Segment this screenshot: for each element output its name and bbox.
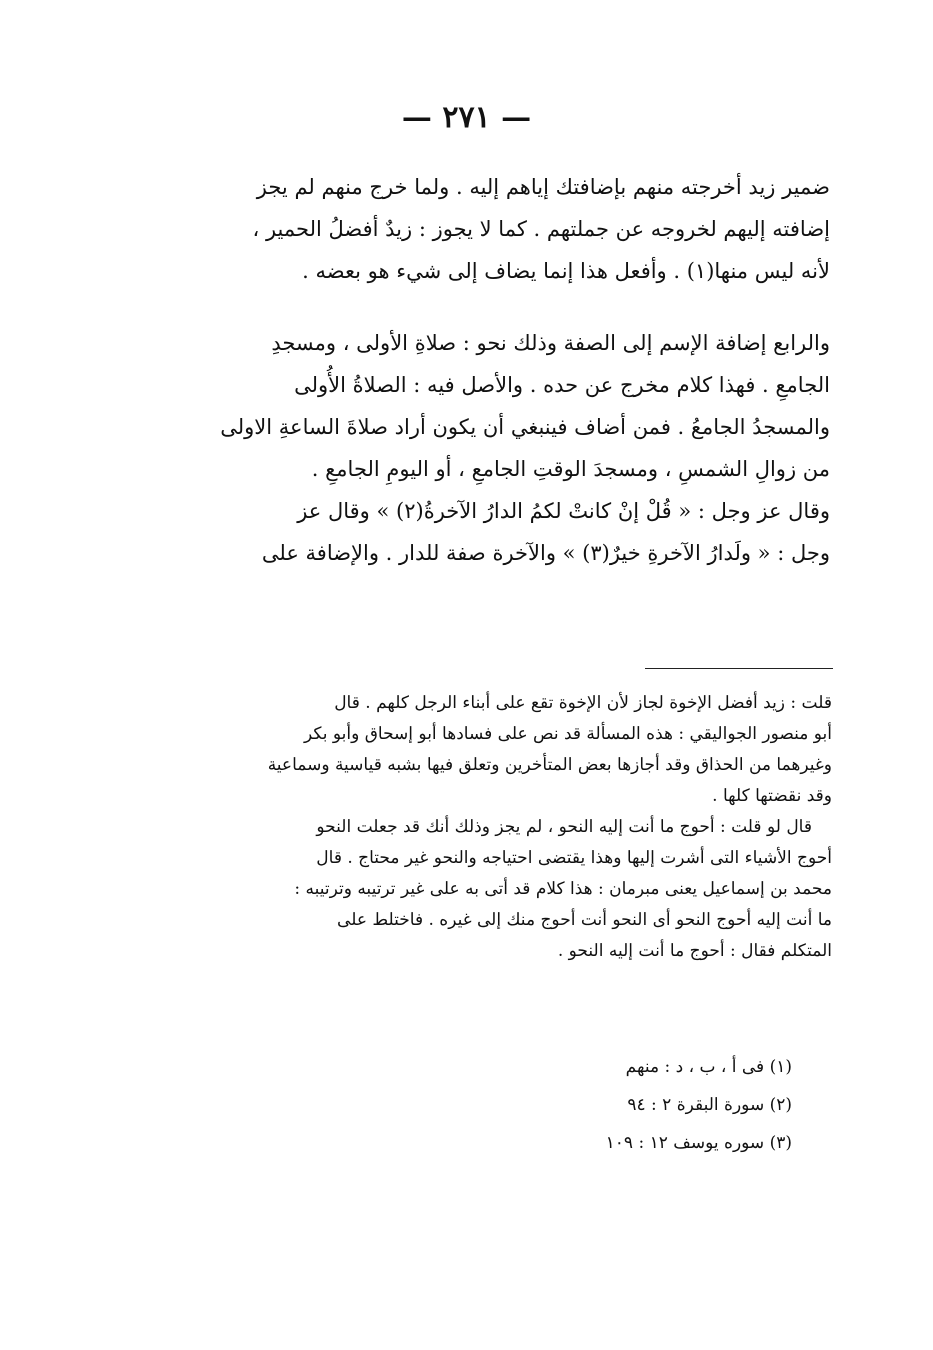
note-line: قلت : زيد أفضل الإخوة لجاز لأن الإخوة تقع على أبناء الرجل كلهم . قال bbox=[334, 693, 832, 713]
main-line: من زوالِ الشمسِ ، ومسجدَ الوقتِ الجامعِ ، أو اليومِ الجامعِ . bbox=[311, 457, 830, 481]
note-line: أحوج الأشياء التى أشرت إليها وهذا يقتضى احتياجه والنحو غير محتاج . قال bbox=[316, 848, 832, 868]
main-line: ضمير زيد أخرجته منهم بإضافتك إياهم إليه . ولما خرج منهم لم يجز bbox=[256, 175, 830, 199]
note-line: المتكلم فقال : أحوج ما أنت إليه النحو . bbox=[557, 941, 832, 961]
note-line: قال لو قلت : أحوج ما أنت إليه النحو ، لم يجز وذلك أنك قد جعلت النحو bbox=[316, 817, 812, 837]
note-line: محمد بن إسماعيل يعنى مبرمان : هذا كلام قد أتى به على غير ترتيبه وترتيبه : bbox=[294, 879, 832, 899]
paragraph-gap bbox=[170, 292, 830, 322]
footnote: (٢) سورة البقرة ٢ : ٩٤ bbox=[627, 1095, 792, 1115]
footnote: (١) فى أ ، ب ، د : منهم bbox=[625, 1057, 792, 1077]
note-line: ما أنت إليه أحوج النحو أى النحو أنت أحوج منك إلى غيره . فاختلط على bbox=[337, 910, 832, 930]
page-number: — ٢٧١ — bbox=[401, 100, 532, 135]
main-text-block bbox=[170, 166, 830, 574]
main-line: الجامعِ . فهذا كلام مخرج عن حده . والأصل فيه : الصلاةُ الأُولى bbox=[294, 373, 830, 397]
main-line: لأنه ليس منها(١) . وأفعل هذا إنما يضاف إلى شيء هو بعضه . bbox=[302, 259, 830, 283]
footnote-divider bbox=[645, 668, 833, 669]
footnote: (٣) سوره يوسف ١٢ : ١٠٩ bbox=[605, 1133, 792, 1153]
main-line: والمسجدُ الجامعُ . فمن أضاف فينبغي أن يكون أراد صلاةَ الساعةِ الاولى bbox=[220, 415, 830, 439]
note-line: وغيرهما من الحذاق وقد أجازها بعض المتأخرين وتعلق فيها بشبه قياسية وسماعية bbox=[267, 755, 832, 775]
main-line: وقال عز وجل : « قُلْ إنْ كانتْ لكمُ الدارُ الآخرةُ(٢) » وقال عز bbox=[297, 499, 830, 523]
main-line: وجل : « ولَدارُ الآخرةِ خيرٌ(٣) » والآخرة صفة للدار . والإضافة على bbox=[261, 541, 830, 565]
main-line: إضافته إليهم لخروجه عن جملتهم . كما لا يجوز : زيدٌ أفضلُ الحمير ، bbox=[252, 217, 830, 241]
footnotes-block bbox=[400, 1048, 792, 1162]
note-line: وقد نقضتها كلها . bbox=[712, 786, 832, 806]
note-line: أبو منصور الجواليقي : هذه المسألة قد نص على فسادها أبو إسحاق وأبو بكر bbox=[303, 724, 832, 744]
main-line: والرابع إضافة الإسم إلى الصفة وذلك نحو : صلاةِ الأولى ، ومسجدِ bbox=[271, 331, 830, 355]
margin-notes-block bbox=[170, 688, 832, 967]
